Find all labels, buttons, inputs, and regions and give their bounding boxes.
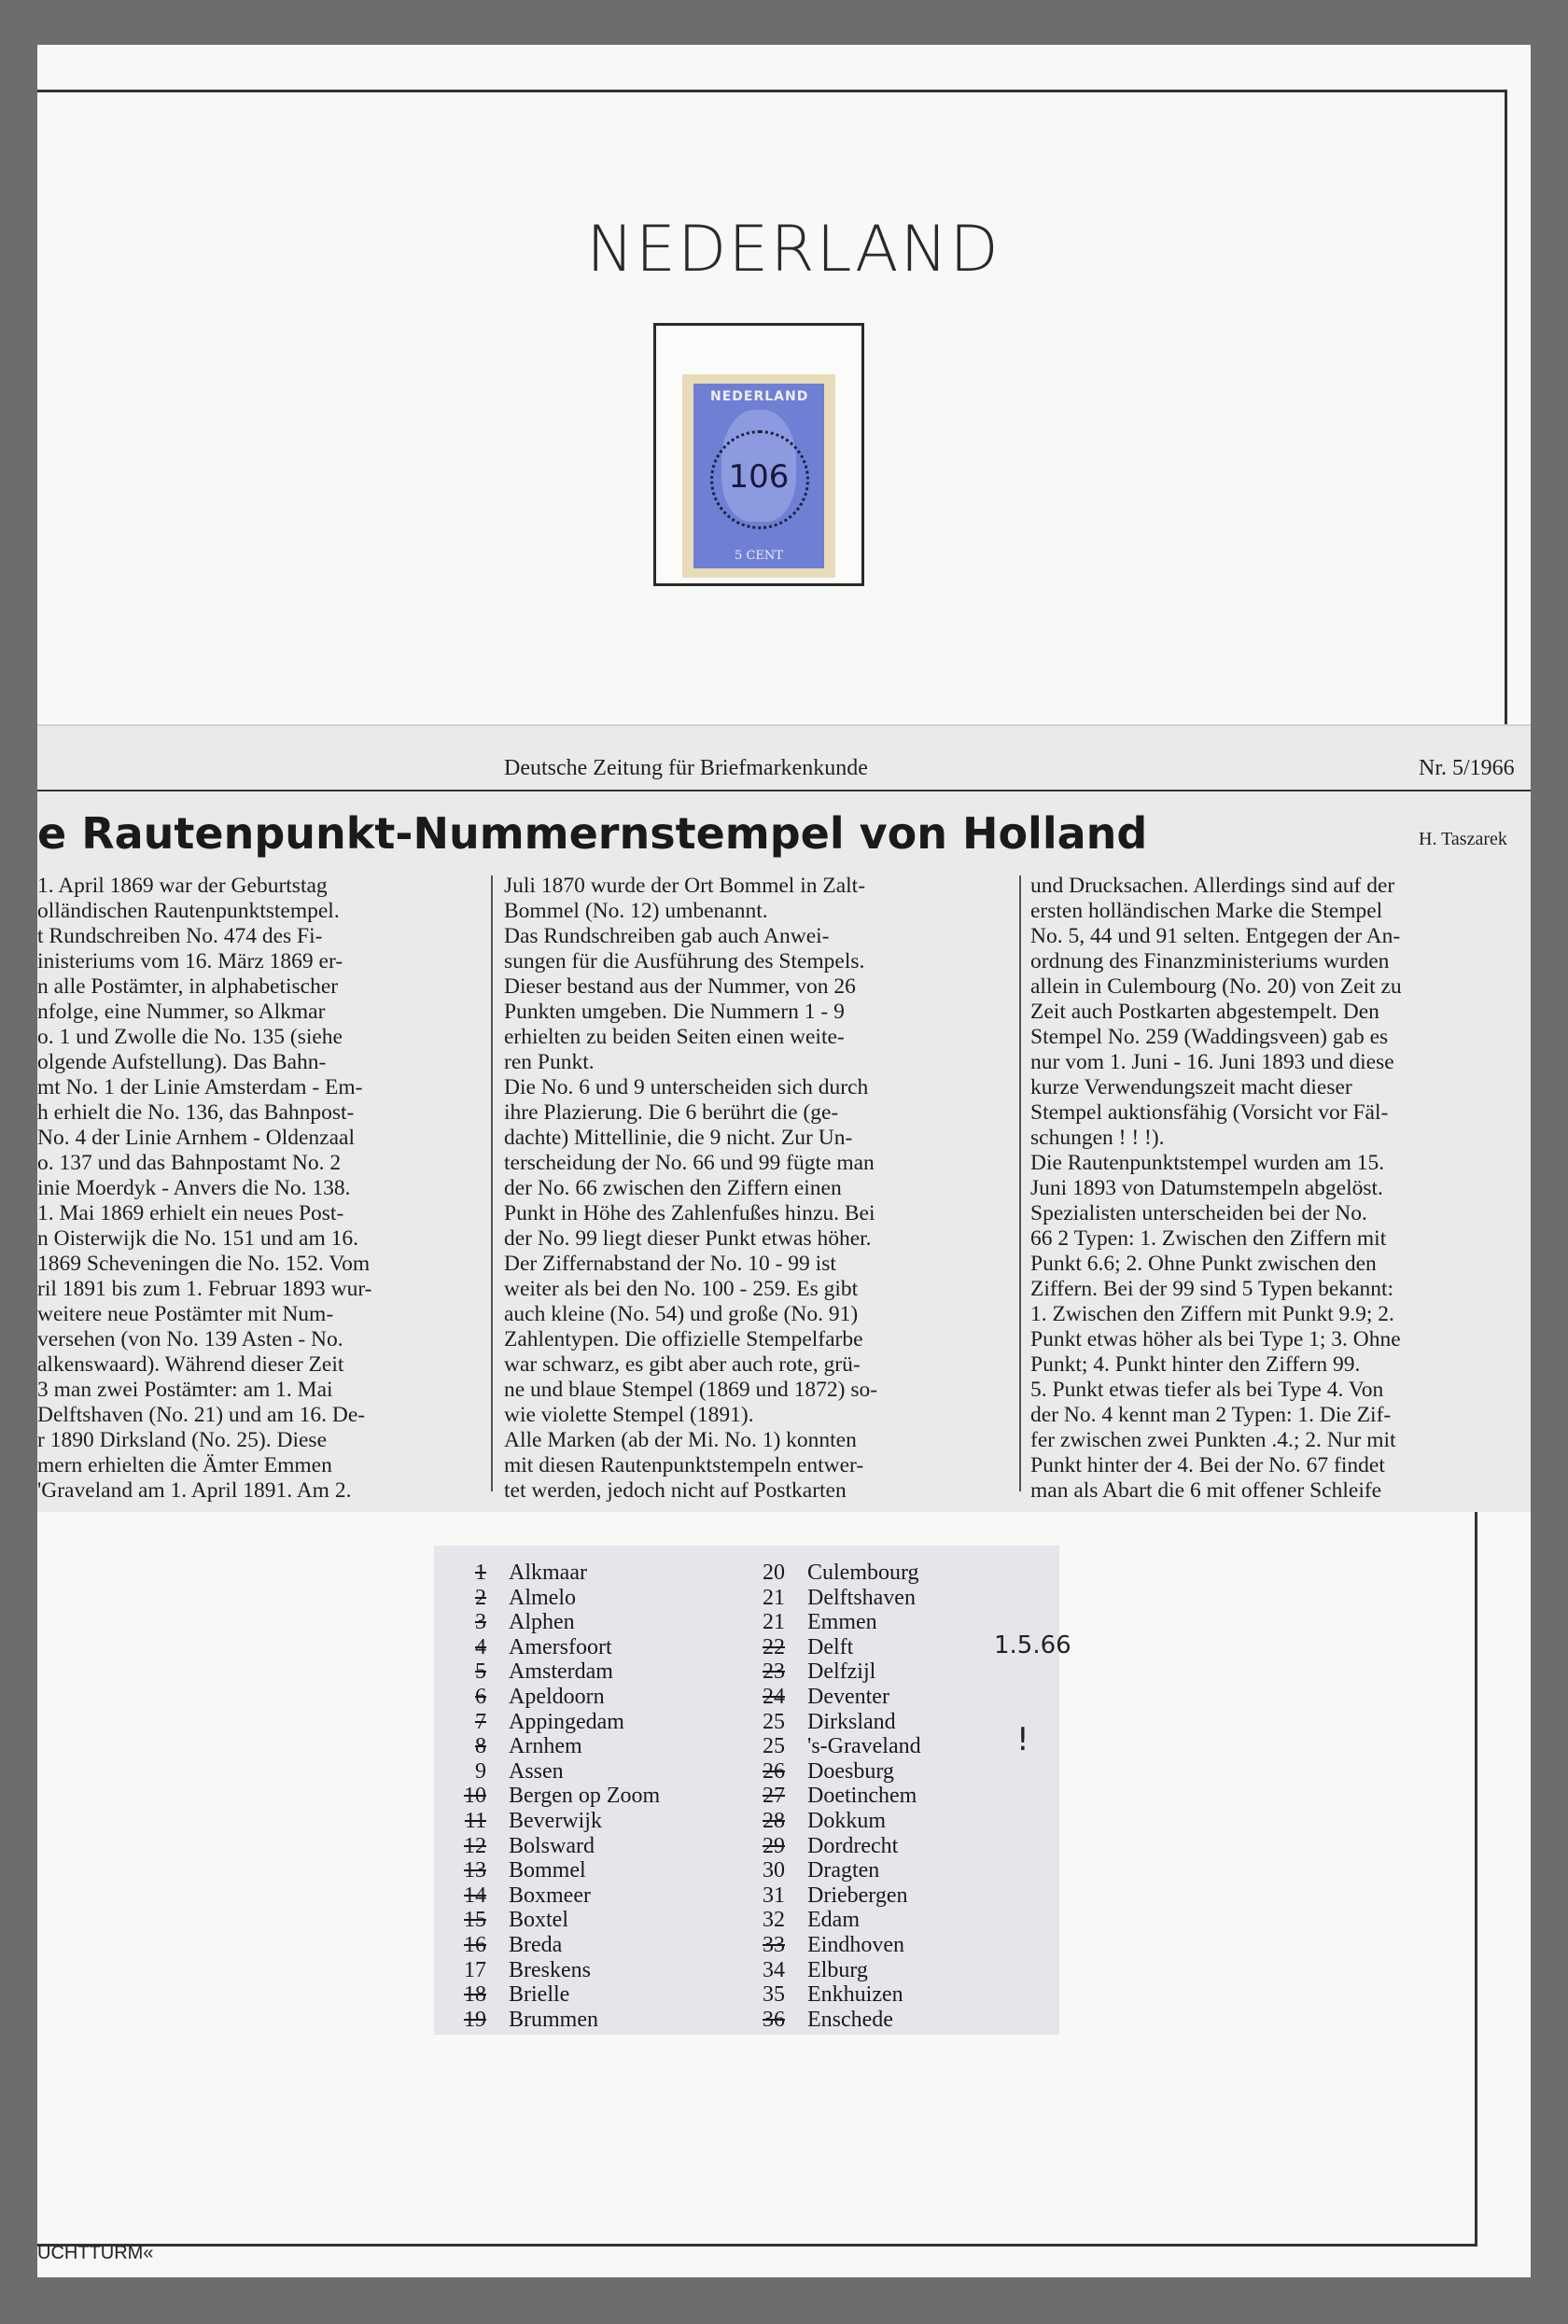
article-line: fer zwischen zwei Punkten .4.; 2. Nur mit — [1030, 1428, 1396, 1452]
office-number: 23 — [763, 1659, 785, 1685]
album-page — [37, 45, 1531, 2277]
article-line: weitere neue Postämter mit Num- — [37, 1302, 334, 1326]
office-number: 7 — [475, 1709, 486, 1734]
article-line: ihre Plazierung. Die 6 berührt die (ge- — [504, 1100, 839, 1125]
office-name: Enschede — [807, 2007, 893, 2032]
office-number: 35 — [763, 1982, 785, 2008]
article-line: nur vom 1. Juni - 16. Juni 1893 und diese — [1030, 1050, 1394, 1074]
journal-name: Deutsche Zeitung für Briefmarkenkunde — [504, 756, 868, 780]
office-number: 22 — [763, 1634, 785, 1659]
article-line: r 1890 Dirksland (No. 25). Diese — [37, 1428, 328, 1452]
article-line: mit diesen Rautenpunktstempeln entwer- — [504, 1453, 864, 1477]
article-line: 5. Punkt etwas tiefer als bei Type 4. Von — [1030, 1378, 1384, 1402]
office-name: Brummen — [509, 2007, 598, 2032]
office-name: Bommel — [509, 1858, 586, 1883]
article-line: Zahlentypen. Die offizielle Stempelfarbe — [504, 1327, 863, 1351]
article-column-1 — [37, 874, 474, 1504]
office-name: Edam — [807, 1908, 860, 1933]
article-line: 'Graveland am 1. April 1891. Am 2. — [37, 1478, 352, 1503]
article-line: alkenswaard). Während dieser Zeit — [37, 1352, 344, 1377]
article-line: inisteriums vom 16. März 1869 er- — [37, 949, 343, 973]
article-line: No. 4 der Linie Arnhem - Oldenzaal — [37, 1126, 355, 1150]
article-line: Delftshaven (No. 21) und am 16. De- — [37, 1403, 366, 1427]
office-number: 25 — [763, 1709, 785, 1734]
article-line: weiter als bei den No. 100 - 259. Es gibt — [504, 1277, 859, 1301]
office-name: Doetinchem — [807, 1784, 917, 1809]
article-line: Punkten umgeben. Die Nummern 1 - 9 — [504, 1000, 845, 1024]
office-name: Dokkum — [807, 1809, 886, 1833]
office-number: 28 — [763, 1809, 785, 1833]
office-name: Delfzijl — [807, 1659, 876, 1685]
office-name: Almelo — [509, 1585, 576, 1610]
article-line: t Rundschreiben No. 474 des Fi- — [37, 924, 323, 948]
article-line: Ziffern. Bei der 99 sind 5 Typen bekannt: — [1030, 1277, 1394, 1301]
handwritten-date: 1.5.66 — [994, 1631, 1071, 1659]
article-line: 1. Mai 1869 erhielt ein neues Post- — [37, 1201, 344, 1225]
article-line: Punkt 6.6; 2. Ohne Punkt zwischen den — [1030, 1252, 1377, 1276]
office-name: Bolsward — [509, 1833, 595, 1858]
office-name: 's-Graveland — [807, 1734, 921, 1759]
office-number: 4 — [475, 1634, 486, 1659]
stamp-mount — [653, 323, 864, 586]
article-line: Stempel No. 259 (Waddingsveen) gab es — [1030, 1025, 1389, 1049]
office-name: Dragten — [807, 1858, 880, 1883]
office-number: 19 — [464, 2007, 486, 2032]
article-headline: e Rautenpunkt-Nummernstempel von Holland — [37, 808, 1148, 859]
office-name: Beverwijk — [509, 1809, 602, 1833]
issue-number: Nr. 5/1966 — [1419, 756, 1515, 780]
article-line: Juni 1893 von Datumstempeln abgelöst. — [1030, 1176, 1383, 1200]
article-line: ril 1891 bis zum 1. Februar 1893 wur- — [37, 1277, 372, 1301]
article-line: olländischen Rautenpunktstempel. — [37, 899, 340, 923]
article-line: ne und blaue Stempel (1869 und 1872) so- — [504, 1378, 878, 1402]
article-line: nfolge, eine Nummer, so Alkmar — [37, 1000, 326, 1024]
office-number: 3 — [475, 1610, 486, 1635]
article-line: der No. 99 liegt dieser Punkt etwas höher. — [504, 1226, 872, 1251]
office-name: Brielle — [509, 1982, 570, 2008]
office-number: 17 — [464, 1957, 486, 1982]
article-line: Juli 1870 wurde der Ort Bommel in Zalt- — [504, 874, 866, 898]
article-line: Punkt; 4. Punkt hinter den Ziffern 99. — [1030, 1352, 1361, 1377]
office-name: Emmen — [807, 1610, 877, 1635]
office-number: 12 — [464, 1833, 486, 1858]
office-number: 20 — [763, 1561, 785, 1585]
clipping-header — [37, 754, 1531, 791]
office-name: Bergen op Zoom — [509, 1784, 661, 1809]
article-line: No. 5, 44 und 91 selten. Entgegen der An- — [1030, 924, 1401, 948]
article-line: o. 1 und Zwolle die No. 135 (siehe — [37, 1025, 343, 1049]
article-line: tet werden, jedoch nicht auf Postkarten — [504, 1478, 847, 1503]
office-number: 2 — [475, 1585, 486, 1610]
office-name: Breda — [509, 1933, 563, 1957]
column-divider — [491, 875, 493, 1491]
article-line: mern erhielten die Ämter Emmen — [37, 1453, 332, 1477]
office-name: Dordrecht — [807, 1833, 899, 1858]
office-name: Culembourg — [807, 1561, 919, 1585]
article-line: 3 man zwei Postämter: am 1. Mai — [37, 1378, 333, 1402]
office-number: 26 — [763, 1758, 785, 1784]
article-line: Die No. 6 und 9 unterscheiden sich durch — [504, 1075, 869, 1099]
office-name: Enkhuizen — [807, 1982, 903, 2008]
office-name: Doesburg — [807, 1758, 894, 1784]
article-line: kurze Verwendungszeit macht dieser — [1030, 1075, 1352, 1099]
office-number: 36 — [763, 2007, 785, 2032]
office-number: 11 — [464, 1809, 486, 1833]
article-line: 1. April 1869 war der Geburtstag — [37, 874, 328, 898]
office-name: Appingedam — [509, 1709, 624, 1734]
article-line: 66 2 Typen: 1. Zwischen den Ziffern mit — [1030, 1226, 1387, 1251]
article-line: 1869 Scheveningen die No. 152. Vom — [37, 1252, 371, 1276]
stamp-cancel-number: 106 — [728, 458, 790, 496]
article-line: Bommel (No. 12) umbenannt. — [504, 899, 768, 923]
article-line: Punkt hinter der 4. Bei der No. 67 findet — [1030, 1453, 1385, 1477]
article-line: n alle Postämter, in alphabetischer — [37, 974, 339, 999]
office-name: Amsterdam — [509, 1659, 613, 1685]
office-number: 21 — [763, 1585, 785, 1610]
article-line: schungen ! ! !). — [1030, 1126, 1165, 1150]
office-name: Delftshaven — [807, 1585, 916, 1610]
article-line: Spezialisten unterscheiden bei der No. — [1030, 1201, 1367, 1225]
article-line: Alle Marken (ab der Mi. No. 1) konnten — [504, 1428, 857, 1452]
article-line: Das Rundschreiben gab auch Anwei- — [504, 924, 830, 948]
article-line: olgende Aufstellung). Das Bahn- — [37, 1050, 327, 1074]
office-number: 9 — [475, 1758, 486, 1784]
office-number: 21 — [763, 1610, 785, 1635]
article-line: ordnung des Finanzministeriums wurden — [1030, 949, 1390, 973]
office-number: 27 — [763, 1784, 785, 1809]
office-name: Eindhoven — [807, 1933, 904, 1957]
article-column-2 — [504, 874, 1027, 1504]
country-title: NEDERLAND — [586, 213, 1001, 287]
article-line: inie Moerdyk - Anvers die No. 138. — [37, 1176, 351, 1200]
article-line: der No. 4 kennt man 2 Typen: 1. Die Zif- — [1030, 1403, 1392, 1427]
handwritten-mark: ! — [1016, 1721, 1029, 1758]
office-name: Delft — [807, 1634, 854, 1659]
article-line: auch kleine (No. 54) und große (No. 91) — [504, 1302, 859, 1326]
article-line: Zeit auch Postkarten abgestempelt. Den — [1030, 1000, 1379, 1024]
newspaper-clipping — [37, 724, 1531, 1512]
office-name: Boxmeer — [509, 1883, 591, 1908]
article-author: H. Taszarek — [1419, 829, 1507, 849]
office-name: Breskens — [509, 1957, 591, 1982]
office-number: 33 — [763, 1933, 785, 1957]
office-name: Arnhem — [509, 1734, 582, 1759]
office-name: Deventer — [807, 1685, 889, 1709]
article-line: war schwarz, es gibt aber auch rote, grü- — [504, 1352, 861, 1377]
article-line: allein in Culembourg (No. 20) von Zeit zu — [1030, 974, 1402, 999]
office-name: Alkmaar — [509, 1561, 587, 1585]
office-number: 24 — [763, 1685, 785, 1709]
office-number: 16 — [464, 1933, 486, 1957]
article-line: Punkt etwas höher als bei Type 1; 3. Ohne — [1030, 1327, 1401, 1351]
stamp-value-text: 5 CENT — [735, 549, 783, 563]
article-line: Der Ziffernabstand der No. 10 - 99 ist — [504, 1252, 836, 1276]
post-office-list — [434, 1546, 1071, 2035]
article-line: dachte) Mittellinie, die 9 nicht. Zur Un- — [504, 1126, 853, 1150]
office-name: Apeldoorn — [509, 1685, 605, 1709]
office-number: 31 — [763, 1883, 785, 1908]
office-number: 13 — [464, 1858, 486, 1883]
article-line: ren Punkt. — [504, 1050, 595, 1074]
office-number: 25 — [763, 1734, 785, 1759]
stamp — [682, 374, 835, 578]
article-line: der No. 66 zwischen den Ziffern einen — [504, 1176, 842, 1200]
office-name: Alphen — [509, 1610, 575, 1635]
article-line: erhielten zu beiden Seiten einen weite- — [504, 1025, 845, 1049]
office-number: 6 — [475, 1685, 486, 1709]
article-line: Stempel auktionsfähig (Vorsicht vor Fäl- — [1030, 1100, 1389, 1125]
article-line: Dieser bestand aus der Nummer, von 26 — [504, 974, 856, 999]
office-number: 10 — [464, 1784, 486, 1809]
office-number: 34 — [763, 1957, 785, 1982]
article-line: n Oisterwijk die No. 151 und am 16. — [37, 1226, 358, 1251]
office-name: Assen — [509, 1758, 564, 1784]
article-column-3 — [1030, 874, 1531, 1504]
office-name: Dirksland — [807, 1709, 896, 1734]
article-line: wie violette Stempel (1891). — [504, 1403, 754, 1427]
stamp-design — [693, 384, 824, 568]
article-line: Punkt in Höhe des Zahlenfußes hinzu. Bei — [504, 1201, 875, 1225]
article-line: terscheidung der No. 66 und 99 fügte man — [504, 1151, 875, 1175]
office-number: 8 — [475, 1734, 486, 1759]
office-number: 15 — [464, 1908, 486, 1933]
article-line: ersten holländischen Marke die Stempel — [1030, 899, 1383, 923]
office-number: 29 — [763, 1833, 785, 1858]
article-line: sungen für die Ausführung des Stempels. — [504, 949, 865, 973]
office-number: 32 — [763, 1908, 785, 1933]
office-number: 30 — [763, 1858, 785, 1883]
office-name: Amersfoort — [509, 1634, 612, 1659]
stamp-country-text: NEDERLAND — [710, 389, 809, 404]
album-brand: UCHTTURM« — [37, 2243, 154, 2263]
article-line: h erhielt die No. 136, das Bahnpost- — [37, 1100, 355, 1125]
article-line: Die Rautenpunktstempel wurden am 15. — [1030, 1151, 1385, 1175]
office-name: Driebergen — [807, 1883, 908, 1908]
article-line: versehen (von No. 139 Asten - No. — [37, 1327, 343, 1351]
office-number: 1 — [475, 1561, 486, 1585]
office-number: 5 — [475, 1659, 486, 1685]
article-line: und Drucksachen. Allerdings sind auf der — [1030, 874, 1395, 898]
article-line: 1. Zwischen den Ziffern mit Punkt 9.9; 2. — [1030, 1302, 1394, 1326]
office-number: 18 — [464, 1982, 486, 2008]
office-number: 14 — [464, 1883, 486, 1908]
office-name: Boxtel — [509, 1908, 568, 1933]
office-name: Elburg — [807, 1957, 868, 1982]
article-line: mt No. 1 der Linie Amsterdam - Em- — [37, 1075, 363, 1099]
article-line: o. 137 und das Bahnpostamt No. 2 — [37, 1151, 342, 1175]
article-line: man als Abart die 6 mit offener Schleife — [1030, 1478, 1382, 1503]
